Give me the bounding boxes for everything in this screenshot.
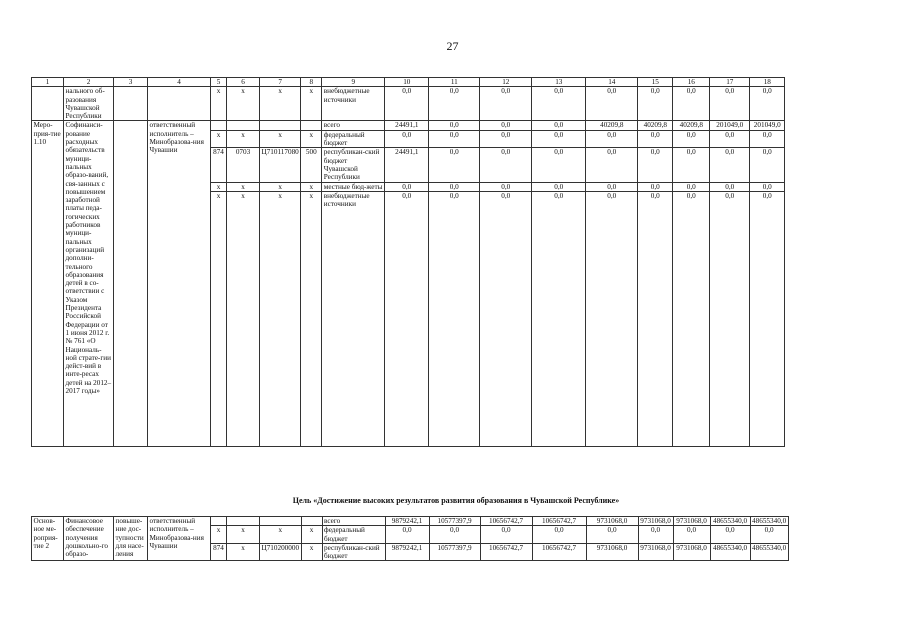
cell: 874 [211,543,227,561]
header-cell: 16 [673,78,710,87]
header-cell: 4 [148,78,211,87]
value-cell: 48655340,0 [710,543,750,561]
value-cell: 0,0 [532,87,586,121]
funding-source: всего [322,517,385,526]
value-cell: 0,0 [480,191,532,446]
header-cell: 8 [301,78,322,87]
value-cell: 0,0 [586,148,638,182]
header-cell: 3 [114,78,148,87]
value-cell: 0,0 [532,148,586,182]
value-cell: 0,0 [710,87,750,121]
value-cell: 0,0 [429,121,480,130]
cell: x [211,182,227,191]
funding-source: всего [322,121,385,130]
funding-source: федеральный бюджет [322,130,385,148]
value-cell: 9879242,1 [385,517,429,526]
value-cell: 0,0 [638,191,673,446]
value-cell: 0,0 [750,87,785,121]
value-cell: 0,0 [673,182,710,191]
value-cell: 201049,0 [710,121,750,130]
cell: x [301,543,322,561]
value-cell: 0,0 [710,526,750,544]
event-description: Финансовое обеспечение получения дошкольно-го образо- [64,517,114,561]
measure-code: Меро-прия-тие 1.10 [32,121,64,446]
value-cell: 0,0 [586,130,638,148]
cell: x [211,130,227,148]
value-cell: 0,0 [638,148,673,182]
value-cell: 0,0 [480,121,532,130]
value-cell: 0,0 [480,87,532,121]
value-cell: 40209,8 [586,121,638,130]
funding-source: внебюджетные источники [322,191,385,446]
value-cell: 0,0 [638,87,673,121]
cell [211,121,227,130]
value-cell: 0,0 [673,130,710,148]
funding-source: республикан-ский бюджет [322,543,385,561]
table-row [32,121,785,130]
value-cell: 0,0 [710,130,750,148]
value-cell: 0,0 [586,191,638,446]
value-cell: 0,0 [586,526,638,544]
value-cell: 0,0 [710,148,750,182]
cell: 0703 [227,148,260,182]
value-cell: 0,0 [638,130,673,148]
responsible-executor: ответственный исполнитель – Минобразова-ния Чувашии [148,121,211,446]
header-cell: 11 [429,78,480,87]
header-cell: 13 [532,78,586,87]
event-target: повыше-ние дос-тупности для насе-ления [114,517,148,561]
value-cell: 10656742,7 [480,543,532,561]
header-cell: 6 [227,78,260,87]
value-cell: 0,0 [532,182,586,191]
cell: x [227,543,260,561]
cell: x [227,130,260,148]
cell: x [260,130,301,148]
funding-source: федеральный бюджет [322,526,385,544]
cell: x [260,87,301,121]
value-cell: 10656742,7 [480,517,532,526]
value-cell: 9731068,0 [586,543,638,561]
value-cell: 0,0 [385,130,429,148]
value-cell: 9731068,0 [586,517,638,526]
cell: x [227,87,260,121]
value-cell: 10656742,7 [532,543,586,561]
budget-table [31,77,785,447]
header-cell: 15 [638,78,673,87]
value-cell: 0,0 [750,148,785,182]
measure-description: нального об-разования Чувашской Республики [64,87,114,121]
cell: x [227,526,260,544]
value-cell: 0,0 [532,526,586,544]
value-cell: 0,0 [638,182,673,191]
funding-source: внебюджетные источники [322,87,385,121]
value-cell: 0,0 [586,182,638,191]
value-cell: 0,0 [532,191,586,446]
cell: x [211,526,227,544]
value-cell: 0,0 [673,526,710,544]
value-cell: 48655340,0 [710,517,750,526]
cell [211,517,227,526]
value-cell: 0,0 [586,87,638,121]
value-cell: 48655340,0 [750,543,788,561]
value-cell: 10577397,9 [429,517,480,526]
value-cell: 0,0 [532,121,586,130]
header-cell: 14 [586,78,638,87]
value-cell: 9731068,0 [638,543,673,561]
cell: x [301,130,322,148]
value-cell: 9731068,0 [673,543,710,561]
value-cell: 0,0 [480,526,532,544]
cell: x [301,87,322,121]
value-cell: 201049,0 [750,121,785,130]
value-cell: 0,0 [429,526,480,544]
goal-heading: Цель «Достижение высоких результатов развития образования в Чувашской Республике» [292,496,620,505]
value-cell: 0,0 [673,87,710,121]
value-cell: 48655340,0 [752,517,787,525]
cell: x [227,182,260,191]
funding-source: местные бюд-жеты [322,182,385,191]
header-cell: 1 [32,78,64,87]
cell: x [211,191,227,446]
value-cell: 0,0 [429,182,480,191]
value-cell: 9731068,0 [638,517,673,526]
responsible-executor: ответственный исполнитель – Минобразова-ния Чувашии [148,517,211,561]
cell [227,121,260,130]
header-cell: 2 [64,78,114,87]
value-cell: 9879242,1 [385,543,429,561]
header-cell: 18 [750,78,785,87]
cell: x [301,182,322,191]
header-cell: 10 [385,78,429,87]
cell [260,517,302,526]
funding-source: республикан-ский бюджет Чувашской Республики [322,148,385,182]
value-cell: 0,0 [480,148,532,182]
value-cell: 0,0 [385,87,429,121]
value-cell: 0,0 [750,191,785,446]
value-cell: 0,0 [673,148,710,182]
cell: 874 [211,148,227,182]
value-cell: 0,0 [710,191,750,446]
cell [227,517,260,526]
cell: x [301,191,322,446]
value-cell: 0,0 [429,87,480,121]
cell: x [211,87,227,121]
value-cell: 0,0 [532,130,586,148]
measure-description: Софинанси-рование расходных обязательств муници-пальных образо-ваний, свя-занных с повышением заработной платы педа-гогических работников муници-пальных организаций дополни-тельного образования детей в со-ответствии с Указом Президента Российской Федерации от 1 июня 2012 г. № 761 «О Националь-ной страте-гии дейст-вий в инте-ресах детей на 2012–2017 годы» [64,121,114,446]
value-cell: 24491,1 [385,121,429,130]
value-cell: 0,0 [673,191,710,446]
value-cell: 0,0 [429,130,480,148]
budget-table-goal [31,516,789,561]
value-cell: 10577397,9 [429,543,480,561]
value-cell: 9731068,0 [673,517,710,526]
cell [260,121,301,130]
table-row [32,87,785,121]
header-cell: 7 [260,78,301,87]
table-row [32,517,789,526]
cell: x [227,191,260,446]
value-cell: 0,0 [710,182,750,191]
event-code: Основ-ное ме-роприя-тие 2 [32,517,64,561]
cell: x [260,191,301,446]
column-number-row [32,78,785,87]
value-cell: 0,0 [750,526,788,544]
value-cell: 0,0 [429,191,480,446]
cell: 500 [301,148,322,182]
value-cell: 0,0 [638,526,673,544]
value-cell: 0,0 [429,148,480,182]
cell: Ц710200000 [260,543,302,561]
value-cell: 0,0 [750,182,785,191]
value-cell: 0,0 [385,191,429,446]
value-cell: 0,0 [385,182,429,191]
value-cell: 0,0 [480,182,532,191]
value-cell: 24491,1 [385,148,429,182]
header-cell: 12 [480,78,532,87]
cell: x [260,526,302,544]
cell: x [260,182,301,191]
page-number: 27 [446,39,459,53]
value-cell: 40209,8 [638,121,673,130]
value-cell: 0,0 [480,130,532,148]
cell: Ц710117080 [260,148,301,182]
value-cell: 0,0 [385,526,429,544]
header-cell: 9 [322,78,385,87]
header-cell: 17 [710,78,750,87]
value-cell: 0,0 [750,130,785,148]
header-cell: 5 [211,78,227,87]
cell: x [301,526,322,544]
value-cell: 10656742,7 [532,517,586,526]
value-cell: 40209,8 [673,121,710,130]
cell [301,517,322,526]
cell [301,121,322,130]
